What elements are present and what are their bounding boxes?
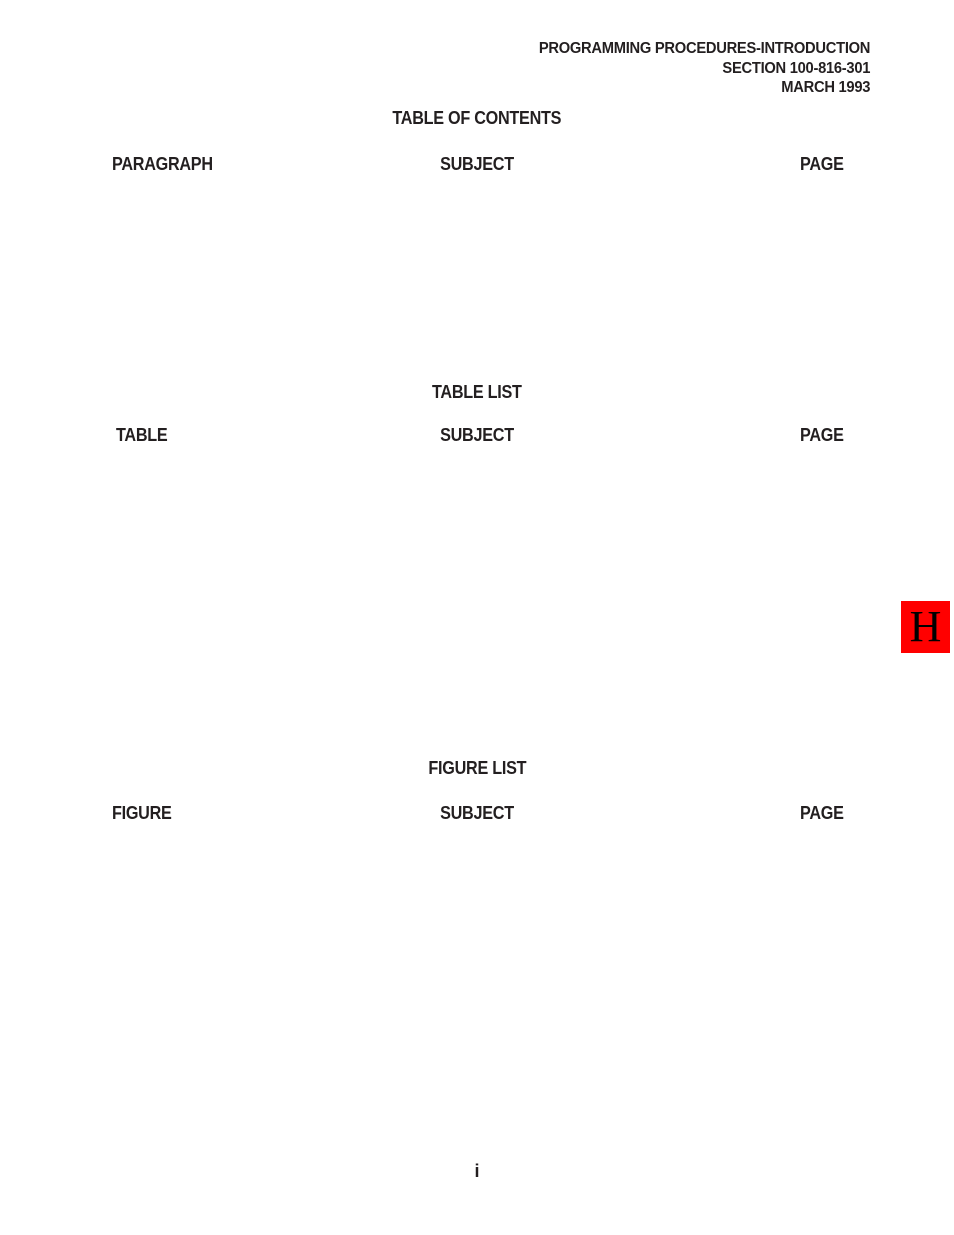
table-list-title-text: TABLE LIST xyxy=(432,382,522,402)
contents-title-text: TABLE OF CONTENTS xyxy=(392,108,562,128)
contents-column-subject: SUBJECT xyxy=(440,154,514,174)
table-list-title xyxy=(0,382,954,403)
table-list-column-table: TABLE xyxy=(116,425,168,445)
contents-column-paragraph: PARAGRAPH xyxy=(112,154,213,174)
header-title: PROGRAMMING PROCEDURES-INTRODUCTION xyxy=(538,40,870,57)
section-tab-letter: H xyxy=(909,602,942,651)
figure-list-title xyxy=(0,758,954,779)
figure-list-column-page: PAGE xyxy=(800,803,844,823)
figure-list-title-text: FIGURE LIST xyxy=(428,758,526,778)
page-number: i xyxy=(474,1161,480,1181)
contents-column-page: PAGE xyxy=(800,154,844,174)
figure-list-column-figure: FIGURE xyxy=(112,803,172,823)
header-section-number: SECTION 100-816-301 xyxy=(722,59,870,77)
document-header xyxy=(510,39,870,98)
contents-title xyxy=(0,108,954,129)
header-date: MARCH 1993 xyxy=(781,79,870,96)
table-list-column-subject: SUBJECT xyxy=(440,425,514,445)
table-list-column-page: PAGE xyxy=(800,425,844,445)
figure-list-column-subject: SUBJECT xyxy=(440,803,514,823)
section-tab-marker xyxy=(901,601,950,653)
